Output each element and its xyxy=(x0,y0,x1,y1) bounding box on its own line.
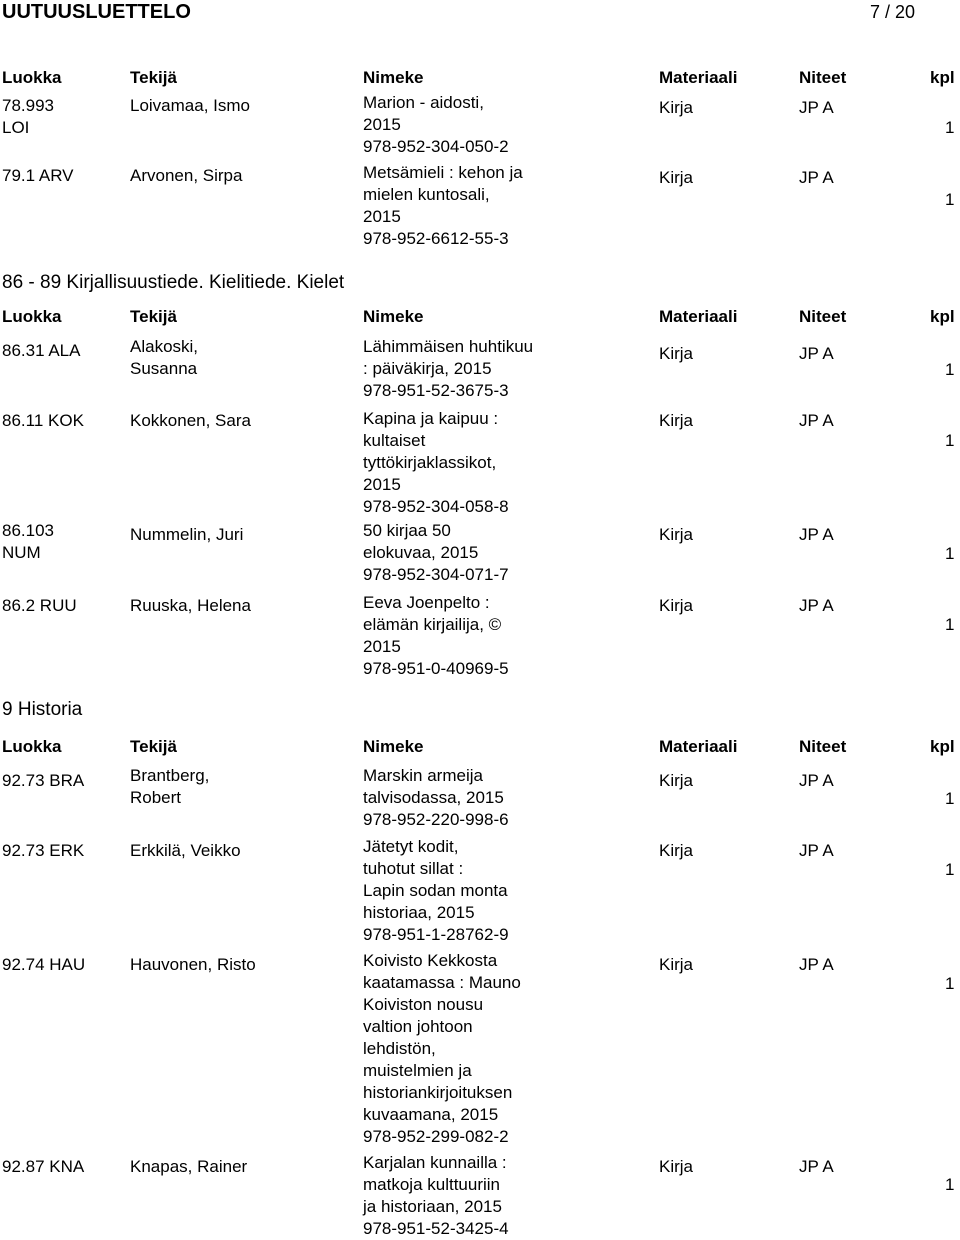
row-kpl: 1 xyxy=(945,360,955,379)
page-number: 7 / 20 xyxy=(870,2,916,22)
row-niteet: JP A xyxy=(799,344,834,363)
page-title: UUTUUSLUETTELO xyxy=(2,1,191,23)
column-header-tekija: Tekijä xyxy=(130,307,177,326)
row-niteet: JP A xyxy=(799,98,834,117)
column-header-tekija: Tekijä xyxy=(130,68,177,87)
row-tekija: Ruuska, Helena xyxy=(130,596,251,615)
row-nimeke: Jätetyt kodit, tuhotut sillat : Lapin sodan monta historiaa, 2015 978-951-1-28762-9 xyxy=(363,837,509,944)
row-nimeke: Koivisto Kekkosta kaatamassa : Mauno Koiviston nousu valtion johtoon lehdistön, muistelmien ja historiankirjoituksen kuvaamana, 2015 978-952-299-082-2 xyxy=(363,951,521,1146)
row-materiaali: Kirja xyxy=(659,98,694,117)
row-luokka: 92.73 ERK xyxy=(2,841,85,860)
column-header-materiaali: Materiaali xyxy=(659,737,738,756)
row-luokka: 92.87 KNA xyxy=(2,1157,85,1176)
row-tekija: Loivamaa, Ismo xyxy=(130,96,250,115)
row-niteet: JP A xyxy=(799,411,834,430)
row-tekija: Hauvonen, Risto xyxy=(130,955,256,974)
row-niteet: JP A xyxy=(799,841,834,860)
row-tekija: Nummelin, Juri xyxy=(130,525,244,544)
row-tekija: Erkkilä, Veikko xyxy=(130,841,241,860)
column-header-niteet: Niteet xyxy=(799,68,847,87)
row-luokka: 92.74 HAU xyxy=(2,955,86,974)
row-kpl: 1 xyxy=(945,118,955,137)
row-luokka: 92.73 BRA xyxy=(2,771,85,790)
row-kpl: 1 xyxy=(945,615,955,634)
column-header-nimeke: Nimeke xyxy=(363,737,424,756)
row-niteet: JP A xyxy=(799,596,834,615)
column-header-kpl: kpl xyxy=(930,68,955,87)
row-kpl: 1 xyxy=(945,190,955,209)
row-tekija: Alakoski, Susanna xyxy=(130,337,199,378)
row-materiaali: Kirja xyxy=(659,771,694,790)
row-materiaali: Kirja xyxy=(659,168,694,187)
column-header-niteet: Niteet xyxy=(799,737,847,756)
row-materiaali: Kirja xyxy=(659,841,694,860)
row-materiaali: Kirja xyxy=(659,955,694,974)
row-tekija: Arvonen, Sirpa xyxy=(130,166,243,185)
row-luokka: 79.1 ARV xyxy=(2,166,74,185)
row-kpl: 1 xyxy=(945,789,955,808)
row-nimeke: Eeva Joenpelto : elämän kirjailija, © 2015 978-951-0-40969-5 xyxy=(363,593,509,678)
row-kpl: 1 xyxy=(945,860,955,879)
column-header-materiaali: Materiaali xyxy=(659,307,738,326)
row-niteet: JP A xyxy=(799,771,834,790)
column-header-niteet: Niteet xyxy=(799,307,847,326)
row-luokka: 86.2 RUU xyxy=(2,596,77,615)
column-header-nimeke: Nimeke xyxy=(363,307,424,326)
column-header-nimeke: Nimeke xyxy=(363,68,424,87)
section-title: 9 Historia xyxy=(2,699,83,720)
row-nimeke: Marion - aidosti, 2015 978-952-304-050-2 xyxy=(363,93,509,156)
row-nimeke: Marskin armeija talvisodassa, 2015 978-952-220-998-6 xyxy=(363,766,509,829)
row-tekija: Knapas, Rainer xyxy=(130,1157,248,1176)
row-luokka: 78.993 LOI xyxy=(2,96,54,137)
row-luokka: 86.11 KOK xyxy=(2,411,84,430)
row-materiaali: Kirja xyxy=(659,525,694,544)
row-nimeke: Kapina ja kaipuu : kultaiset tyttökirjaklassikot, 2015 978-952-304-058-8 xyxy=(363,409,509,516)
row-kpl: 1 xyxy=(945,431,955,450)
row-nimeke: 50 kirjaa 50 elokuvaa, 2015 978-952-304-071-7 xyxy=(363,521,509,584)
row-materiaali: Kirja xyxy=(659,344,694,363)
row-luokka: 86.103 NUM xyxy=(2,521,54,562)
row-tekija: Kokkonen, Sara xyxy=(130,411,251,430)
column-header-kpl: kpl xyxy=(930,737,955,756)
row-nimeke: Metsämieli : kehon ja mielen kuntosali, 2015 978-952-6612-55-3 xyxy=(363,163,523,248)
row-nimeke: Karjalan kunnailla : matkoja kulttuuriin ja historiaan, 2015 978-951-52-3425-4 xyxy=(363,1153,509,1238)
column-header-luokka: Luokka xyxy=(2,68,62,87)
row-kpl: 1 xyxy=(945,974,955,993)
row-luokka: 86.31 ALA xyxy=(2,341,81,360)
row-kpl: 1 xyxy=(945,544,955,563)
column-header-luokka: Luokka xyxy=(2,737,62,756)
column-header-materiaali: Materiaali xyxy=(659,68,738,87)
column-header-kpl: kpl xyxy=(930,307,955,326)
row-materiaali: Kirja xyxy=(659,411,694,430)
column-header-luokka: Luokka xyxy=(2,307,62,326)
row-niteet: JP A xyxy=(799,955,834,974)
row-niteet: JP A xyxy=(799,1157,834,1176)
row-niteet: JP A xyxy=(799,525,834,544)
column-header-tekija: Tekijä xyxy=(130,737,177,756)
row-materiaali: Kirja xyxy=(659,596,694,615)
section-title: 86 - 89 Kirjallisuustiede. Kielitiede. Kielet xyxy=(2,272,345,293)
row-materiaali: Kirja xyxy=(659,1157,694,1176)
row-nimeke: Lähimmäisen huhtikuu : päiväkirja, 2015 978-951-52-3675-3 xyxy=(363,337,534,400)
row-kpl: 1 xyxy=(945,1175,955,1194)
row-niteet: JP A xyxy=(799,168,834,187)
row-tekija: Brantberg, Robert xyxy=(130,766,210,807)
